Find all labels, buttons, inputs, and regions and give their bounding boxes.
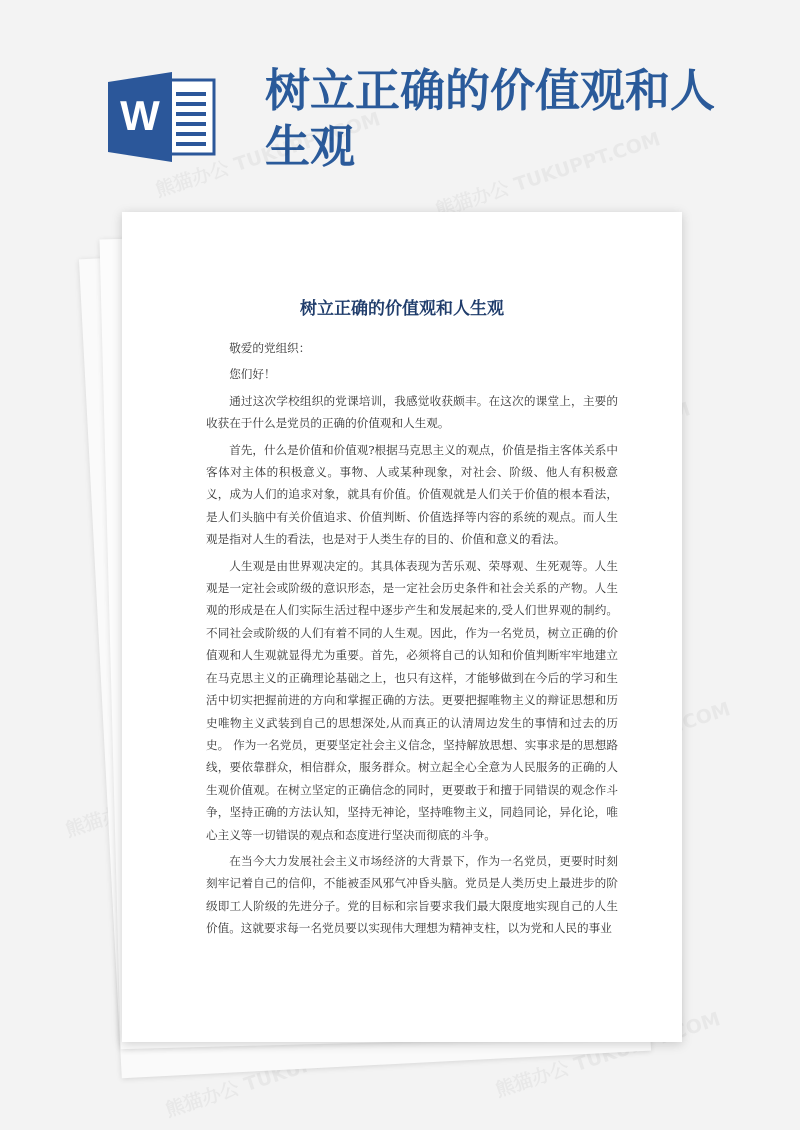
document-page bbox=[122, 212, 682, 1042]
logo-letter: W bbox=[120, 92, 160, 139]
document-title: 树立正确的价值观和人生观 bbox=[300, 299, 504, 319]
header-title: 树立正确的价值观和人生观 bbox=[265, 64, 716, 173]
greeting: 您们好！ bbox=[229, 367, 276, 382]
paragraph: 通过这次学校组织的党课培训，我感觉收获颇丰。在这次的课堂上，主要的收获在于什么是党员的正确的价值观和人生观。 bbox=[206, 393, 618, 431]
paragraph: 首先，什么是价值和价值观?根据马克思主义的观点，价值是指主客体关系中客体对主体的积极意义。事物、人或某种现象，对社会、阶级、他人有积极意义，成为人们的追求对象，就具有价值。价值观就是人们关于价值的根本看法，是人们头脑中有关价值追求、价值判断、价值选择等内容的系统的观点。而人生观是指对人生的看法，也是对于人类生存的目的、价值和意义的看法。 bbox=[206, 442, 618, 547]
paragraph: 在当今大力发展社会主义市场经济的大背景下，作为一名党员，更要时时刻刻牢记着自己的信仰，不能被歪风邪气冲昏头脑。党员是人类历史上最进步的阶级即工人阶级的先进分子。党的目标和宗旨要求我们最大限度地实现自己的人生价值。这就要求每一名党员要以实现伟大理想为精神支柱，以为党和人民的事业 bbox=[206, 853, 618, 936]
document-body bbox=[206, 337, 618, 944]
salutation: 敬爱的党组织： bbox=[229, 341, 311, 355]
paragraph: 人生观是由世界观决定的。其具体表现为苦乐观、荣辱观、生死观等。人生观是一定社会或阶级的意识形态，是一定社会历史条件和社会关系的产物。人生观的形成是在人们实际生活过程中逐步产生和发展起来的,受人们世界观的制约。不同社会或阶级的人们有着不同的人生观。因此，作为一名党员，树立正确的价值观和人生观就显得尤为重要。首先，必须将自己的认知和价值判断牢牢地建立在马克思主义的正确理论基础之上，也只有这样，才能够做到在今后的学习和生活中切实把握前进的方向和掌握正确的方法。更要把握唯物主义的辩证思想和历史唯物主义武装到自己的思想深处,从而真正的认清周边发生的事情和过去的历史。 作为一名党员，更要坚定社会主义信念，坚持解放思想、实事求是的思想路线，要依靠群众，相信群众，服务群众。树立起全心全意为人民服务的正确的人生观价值观。在树立坚定的正确信念的同时，更要敢于和擅于同错误的观念作斗争，坚持正确的方法认知，坚持无神论，坚持唯物主义，同趋同论，异化论，唯心主义等一切错误的观点和态度进行坚决而彻底的斗争。 bbox=[206, 558, 618, 842]
word-document-icon bbox=[108, 72, 220, 162]
